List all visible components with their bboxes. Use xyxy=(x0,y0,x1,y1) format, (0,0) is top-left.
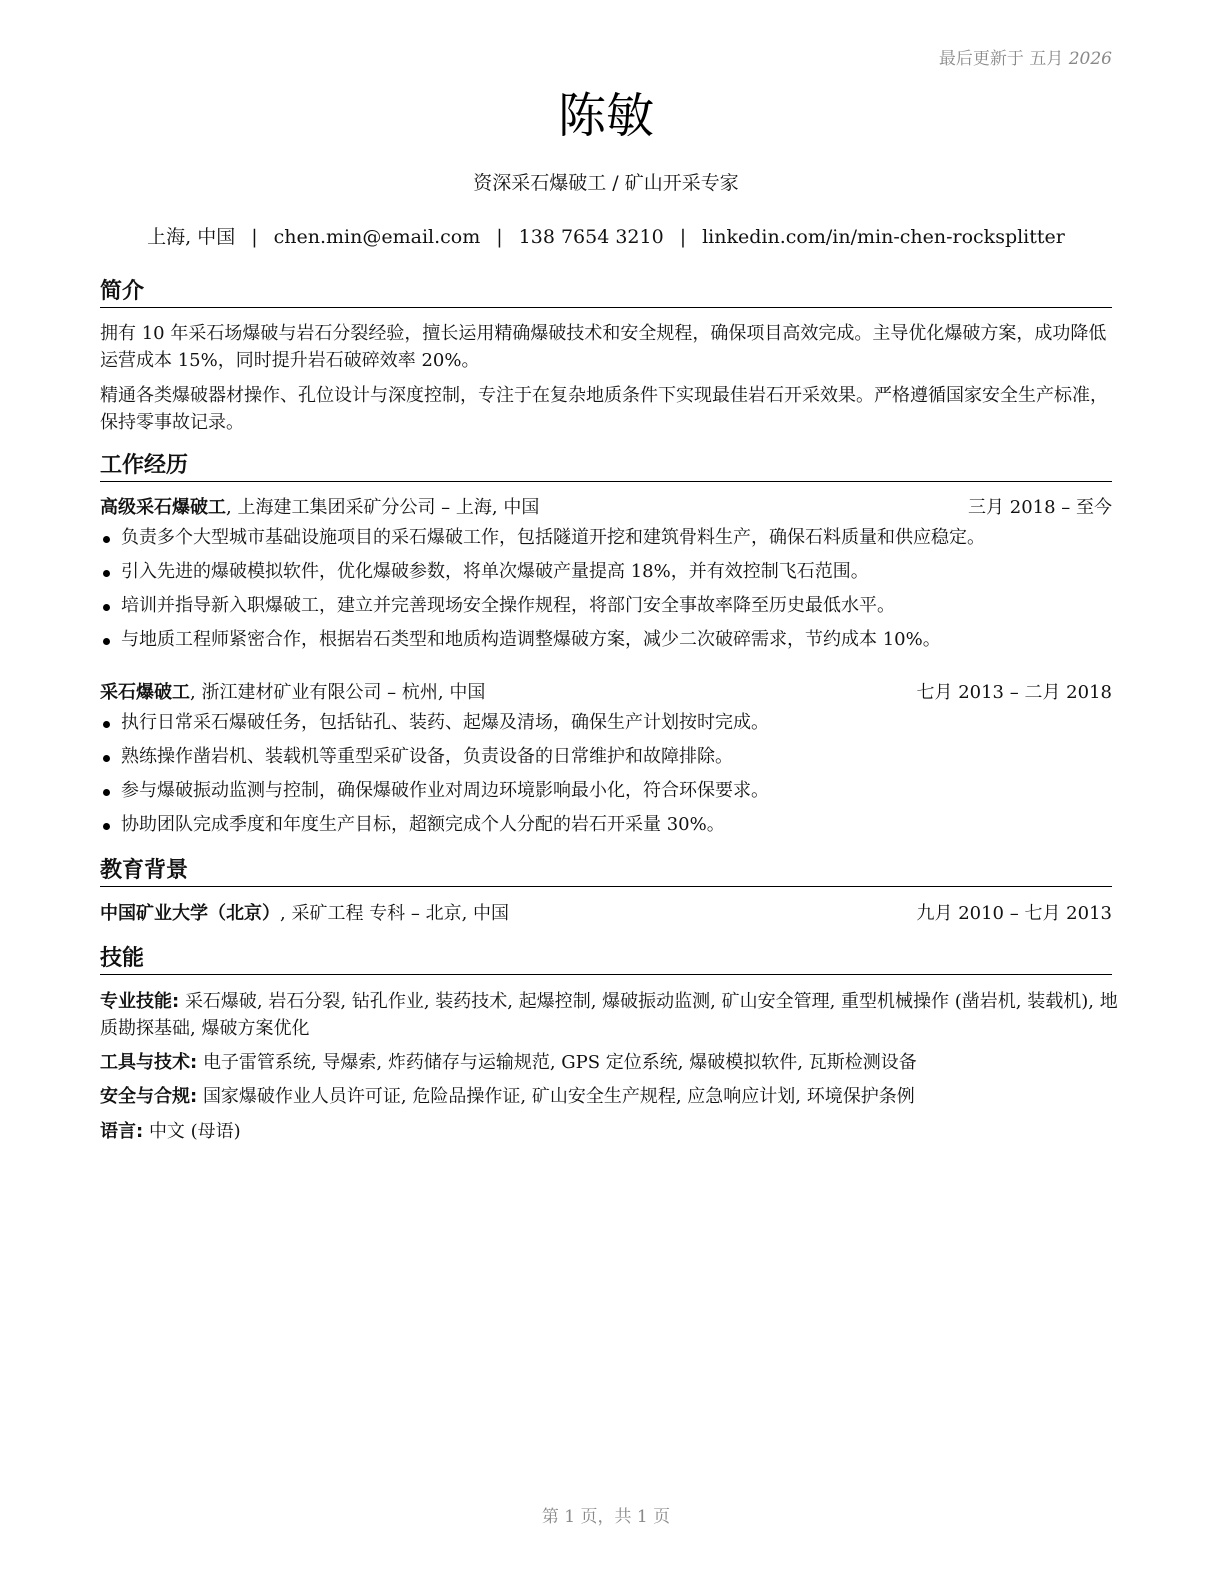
section-title-skills: 技能 xyxy=(100,945,1112,975)
contact-separator: | xyxy=(496,226,503,248)
job-role: 采石爆破工 xyxy=(100,682,190,703)
skill-line xyxy=(100,988,1120,1042)
list-item: 参与爆破振动监测与控制，确保爆破作业对周边环境影响最小化，符合环保要求。 xyxy=(100,777,1112,811)
page-number: 第 1 页，共 1 页 xyxy=(541,1507,671,1527)
skill-line xyxy=(100,1049,1120,1076)
job-bullets xyxy=(100,524,1112,660)
skill-line xyxy=(100,1083,1120,1110)
list-item: 引入先进的爆破模拟软件，优化爆破参数，将单次爆破产量提高 18%，并有效控制飞石范围。 xyxy=(100,558,1112,592)
skill-label: 安全与合规: xyxy=(100,1086,198,1107)
skill-label: 工具与技术: xyxy=(100,1052,198,1073)
person-name: 陈敏 xyxy=(557,88,654,144)
education-dates: 九月 2010 – 七月 2013 xyxy=(916,903,1112,924)
job-bullets xyxy=(100,709,1112,845)
section-title-experience: 工作经历 xyxy=(100,452,1112,482)
section-title-summary: 简介 xyxy=(100,278,1112,308)
contact-line xyxy=(100,224,1112,250)
job-role: 高级采石爆破工 xyxy=(100,497,226,518)
job-dates: 七月 2013 – 二月 2018 xyxy=(916,682,1112,703)
phone-number: 138 7654 3210 xyxy=(518,226,664,248)
education-detail: , 采矿工程 专科 – 北京, 中国 xyxy=(280,903,510,924)
last-updated xyxy=(939,44,1112,69)
job-header xyxy=(100,680,1112,706)
location: 上海, 中国 xyxy=(147,226,236,248)
skill-text: 电子雷管系统, 导爆索, 炸药储存与运输规范, GPS 定位系统, 爆破模拟软件, 瓦斯检测设备 xyxy=(202,1052,917,1073)
list-item: 培训并指导新入职爆破工，建立并完善现场安全操作规程，将部门安全事故率降至历史最低水平。 xyxy=(100,592,1112,626)
contact-separator: | xyxy=(679,226,687,248)
education-entry xyxy=(100,901,1112,927)
job-org: , 浙江建材矿业有限公司 – 杭州, 中国 xyxy=(190,682,486,703)
skill-line xyxy=(100,1118,1120,1145)
school-name: 中国矿业大学（北京） xyxy=(100,903,280,924)
contact-separator: | xyxy=(251,226,258,248)
skill-text: 采石爆破, 岩石分裂, 钻孔作业, 装药技术, 起爆控制, 爆破振动监测, 矿山安全管理, 重型机械操作 (凿岩机, 装载机), 地质勘探基础, 爆破方案优化 xyxy=(100,991,1118,1039)
job-header xyxy=(100,495,1112,521)
email-link[interactable]: chen.min@email.com xyxy=(273,226,481,248)
skill-label: 语言: xyxy=(100,1121,144,1142)
last-updated-prefix: 最后更新于 五月 xyxy=(938,49,1064,69)
skill-text: 中文 (母语) xyxy=(148,1121,241,1142)
summary-paragraph: 拥有 10 年采石场爆破与岩石分裂经验，擅长运用精确爆破技术和安全规程，确保项目高效完成。主导优化爆破方案，成功降低运营成本 15%，同时提升岩石破碎效率 20%。 xyxy=(100,323,1107,371)
list-item: 执行日常采石爆破任务，包括钻孔、装药、起爆及清场，确保生产计划按时完成。 xyxy=(100,709,1112,743)
summary-paragraph: 精通各类爆破器材操作、孔位设计与深度控制，专注于在复杂地质条件下实现最佳岩石开采效果。严格遵循国家安全生产标准，保持零事故记录。 xyxy=(100,385,1108,433)
list-item: 负责多个大型城市基础设施项目的采石爆破工作，包括隧道开挖和建筑骨料生产，确保石料质量和供应稳定。 xyxy=(100,524,1112,558)
skill-label: 专业技能: xyxy=(100,991,180,1012)
last-updated-year: 2026 xyxy=(1068,49,1112,69)
job-org: , 上海建工集团采矿分公司 – 上海, 中国 xyxy=(226,497,540,518)
list-item: 熟练操作凿岩机、装载机等重型采矿设备，负责设备的日常维护和故障排除。 xyxy=(100,743,1112,777)
section-title-education: 教育背景 xyxy=(100,857,1112,887)
headline: 资深采石爆破工 / 矿山开采专家 xyxy=(473,172,739,194)
resume-page xyxy=(100,0,1118,1584)
list-item: 协助团队完成季度和年度生产目标，超额完成个人分配的岩石开采量 30%。 xyxy=(100,811,1112,845)
linkedin-link[interactable]: linkedin.com/in/min-chen-rocksplitter xyxy=(702,226,1065,248)
list-item: 与地质工程师紧密合作，根据岩石类型和地质构造调整爆破方案，减少二次破碎需求，节约成本 10%。 xyxy=(100,626,1112,660)
skill-text: 国家爆破作业人员许可证, 危险品操作证, 矿山安全生产规程, 应急响应计划, 环境保护条例 xyxy=(202,1086,915,1107)
job-dates: 三月 2018 – 至今 xyxy=(968,497,1112,518)
